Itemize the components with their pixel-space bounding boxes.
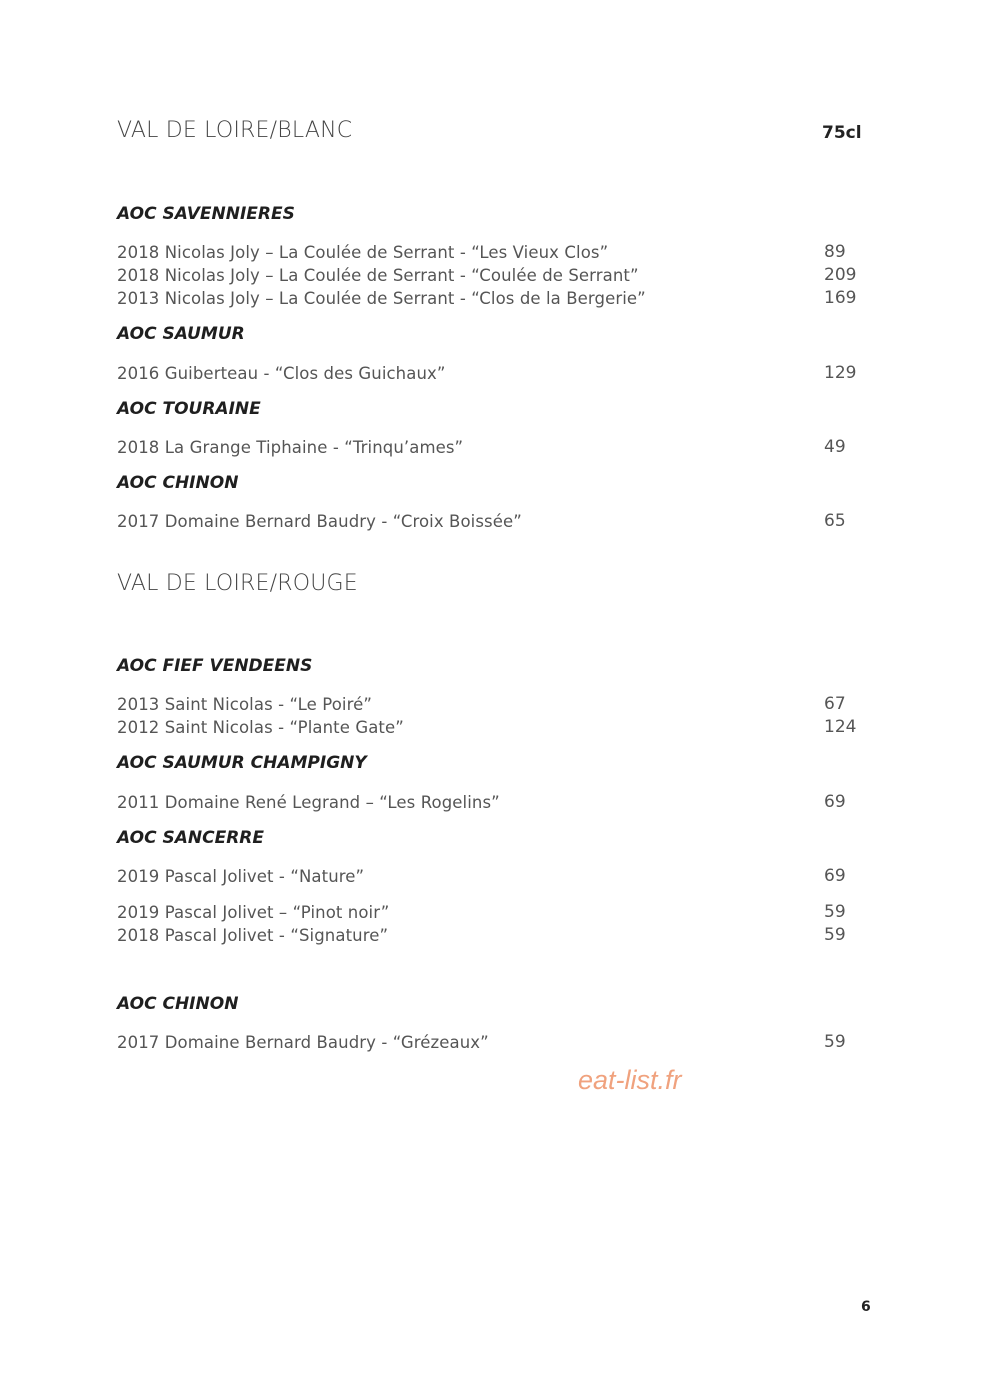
wine-price: 169 (824, 288, 857, 308)
wine-price: 89 (824, 242, 846, 262)
wine-name: 2018 Nicolas Joly – La Coulée de Serrant - “Coulée de Serrant” (117, 266, 639, 285)
wine-price: 67 (824, 694, 846, 714)
aoc-heading: AOC CHINON (117, 994, 239, 1014)
wine-name: 2017 Domaine Bernard Baudry - “Croix Boissée” (117, 512, 522, 531)
wine-name: 2019 Pascal Jolivet - “Nature” (117, 867, 365, 886)
wine-name: 2019 Pascal Jolivet – “Pinot noir” (117, 903, 390, 922)
wine-price: 209 (824, 265, 857, 285)
aoc-heading: AOC SANCERRE (117, 828, 264, 848)
wine-price: 59 (824, 902, 846, 922)
wine-price: 124 (824, 717, 857, 737)
wine-name: 2018 Pascal Jolivet - “Signature” (117, 926, 389, 945)
watermark: eat-list.fr (578, 1065, 682, 1095)
wine-name: 2017 Domaine Bernard Baudry - “Grézeaux” (117, 1033, 489, 1052)
wine-price: 69 (824, 866, 846, 886)
wine-name: 2018 La Grange Tiphaine - “Trinqu’ames” (117, 438, 464, 457)
wine-name: 2018 Nicolas Joly – La Coulée de Serrant - “Les Vieux Clos” (117, 243, 609, 262)
wine-price: 59 (824, 925, 846, 945)
page-number: 6 (861, 1299, 871, 1315)
wine-name: 2011 Domaine René Legrand – “Les Rogelins” (117, 793, 500, 812)
wine-price: 59 (824, 1032, 846, 1052)
aoc-heading: AOC SAUMUR (117, 324, 245, 344)
format-label: 75cl (822, 123, 862, 143)
wine-name: 2013 Saint Nicolas - “Le Poiré” (117, 695, 373, 714)
wine-price: 129 (824, 363, 857, 383)
section-title-rouge: VAL DE LOIRE/ROUGE (117, 571, 358, 596)
wine-price: 65 (824, 511, 846, 531)
aoc-heading: AOC SAVENNIERES (117, 204, 295, 224)
aoc-heading: AOC FIEF VENDEENS (117, 656, 313, 676)
aoc-heading: AOC SAUMUR CHAMPIGNY (117, 753, 367, 773)
wine-name: 2013 Nicolas Joly – La Coulée de Serrant - “Clos de la Bergerie” (117, 289, 646, 308)
aoc-heading: AOC CHINON (117, 473, 239, 493)
aoc-heading: AOC TOURAINE (117, 399, 261, 419)
wine-name: 2012 Saint Nicolas - “Plante Gate” (117, 718, 404, 737)
wine-price: 49 (824, 437, 846, 457)
section-title-blanc: VAL DE LOIRE/BLANC (117, 118, 353, 143)
wine-price: 69 (824, 792, 846, 812)
wine-name: 2016 Guiberteau - “Clos des Guichaux” (117, 364, 446, 383)
